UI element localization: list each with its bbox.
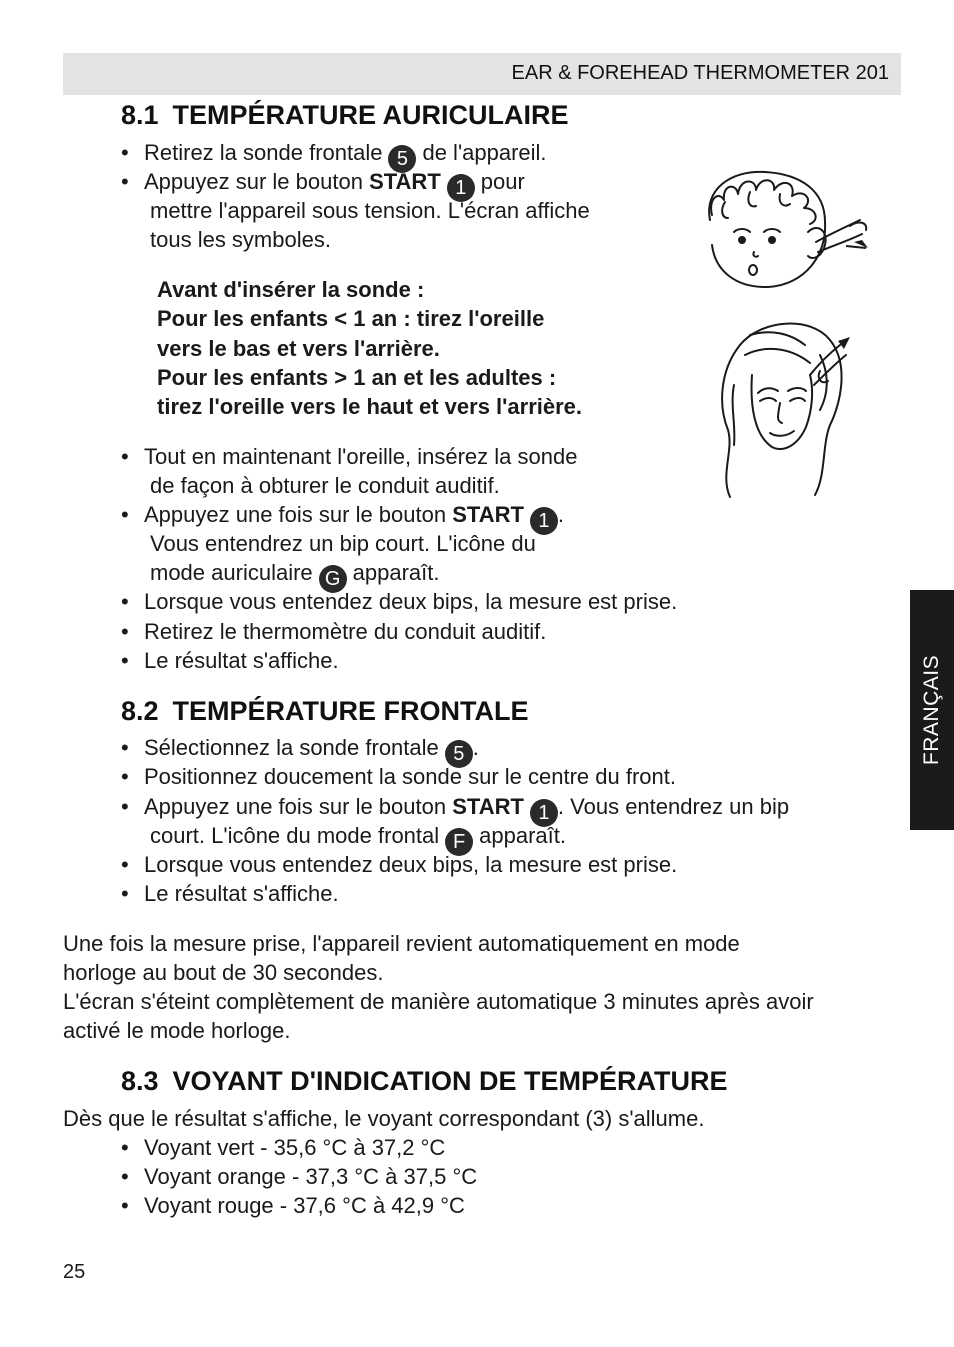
list-item (121, 792, 129, 821)
list-item (121, 1191, 129, 1220)
section-title: VOYANT D'INDICATION DE TEMPÉRATURE (172, 1066, 728, 1096)
note-line: Avant d'insérer la sonde : (157, 277, 425, 302)
bullet: • (121, 852, 129, 877)
badge-1: 1 (530, 799, 558, 827)
list-item (121, 879, 129, 908)
list-item-text: Positionnez doucement la sonde sur le centre du front. (144, 764, 676, 789)
text: Appuyez une fois sur le bouton (144, 502, 447, 527)
list-item (121, 1133, 129, 1162)
header-title: EAR & FOREHEAD THERMOMETER 201 (511, 62, 889, 84)
text: pour (480, 169, 525, 194)
list-item-text: Voyant orange - 37,3 °C à 37,5 °C (144, 1164, 478, 1189)
list-item (121, 617, 129, 646)
language-tab-label: FRANÇAIS (920, 654, 943, 766)
bullet: • (121, 619, 129, 644)
text: . (557, 502, 565, 527)
language-tab (910, 590, 954, 830)
list-item-text: Le résultat s'affiche. (144, 881, 339, 906)
start-label: START (452, 794, 524, 819)
bullet: • (121, 1164, 129, 1189)
child-ear-illustration (690, 160, 875, 295)
text: Retirez la sonde frontale (144, 140, 383, 165)
paragraph-line: horloge au bout de 30 secondes. (63, 960, 384, 985)
text: . (472, 735, 479, 760)
woman-ear-illustration (710, 315, 860, 500)
badge-1: 1 (447, 174, 475, 202)
bullet: • (121, 589, 129, 614)
list-item-text: Voyant rouge - 37,6 °C à 42,9 °C (144, 1193, 465, 1218)
list-item-text: Voyant vert - 35,6 °C à 37,2 °C (144, 1135, 446, 1160)
section-title: TEMPÉRATURE AURICULAIRE (172, 100, 569, 130)
list-item-text: Vous entendrez un bip court. L'icône du (150, 531, 536, 556)
list-item-text: Lorsque vous entendez deux bips, la mesure est prise. (144, 589, 678, 614)
list-item (121, 167, 129, 196)
badge-5: 5 (388, 145, 416, 173)
section-title: TEMPÉRATURE FRONTALE (172, 696, 529, 726)
text: apparaît. (479, 823, 566, 848)
note-line: vers le bas et vers l'arrière. (157, 336, 440, 361)
text: de l'appareil. (422, 140, 547, 165)
section-8-2-heading (121, 696, 529, 727)
page-number: 25 (63, 1261, 86, 1283)
bullet: • (121, 502, 129, 527)
list-item-text: Lorsque vous entendez deux bips, la mesure est prise. (144, 852, 678, 877)
bullet: • (121, 1193, 129, 1218)
list-item-text: mettre l'appareil sous tension. L'écran affiche (150, 198, 590, 223)
text: mode auriculaire (150, 560, 313, 585)
note-line: Pour les enfants < 1 an : tirez l'oreille (157, 306, 545, 331)
list-item-text: tous les symboles. (150, 227, 331, 252)
list-item (121, 1162, 129, 1191)
list-item (121, 500, 129, 529)
bullet: • (121, 169, 129, 194)
bullet: • (121, 794, 129, 819)
section-number: 8.3 (121, 1066, 159, 1096)
paragraph-line: L'écran s'éteint complètement de manière automatique 3 minutes après avoir (63, 989, 814, 1014)
bullet: • (121, 764, 129, 789)
list-item (121, 850, 129, 879)
bullet: • (121, 881, 129, 906)
bullet: • (121, 735, 129, 760)
badge-1: 1 (530, 507, 558, 535)
text: apparaît. (352, 560, 440, 585)
intro-text: Dès que le résultat s'affiche, le voyant correspondant (3) s'allume. (63, 1106, 705, 1131)
badge-f: F (445, 828, 473, 856)
page-header (63, 53, 901, 95)
paragraph-line: activé le mode horloge. (63, 1018, 291, 1043)
text: . Vous entendrez un bip (557, 794, 790, 819)
bullet: • (121, 140, 129, 165)
list-item (121, 762, 129, 791)
section-8-3-heading (121, 1066, 728, 1097)
list-item (121, 733, 129, 762)
section-number: 8.1 (121, 100, 159, 130)
text: court. L'icône du mode frontal (150, 823, 440, 848)
bullet: • (121, 1135, 129, 1160)
badge-5: 5 (445, 740, 473, 768)
text: Sélectionnez la sonde frontale (144, 735, 439, 760)
list-item (121, 587, 129, 616)
note-line: tirez l'oreille vers le haut et vers l'arrière. (157, 394, 583, 419)
start-label: START (369, 169, 441, 194)
list-item-text: Retirez le thermomètre du conduit auditif. (144, 619, 547, 644)
list-item-text: Le résultat s'affiche. (144, 648, 339, 673)
list-item-text: Tout en maintenant l'oreille, insérez la sonde (144, 444, 578, 469)
text: Appuyez sur le bouton (144, 169, 363, 194)
badge-g: G (319, 565, 347, 593)
start-label: START (452, 502, 524, 527)
section-8-1-heading (121, 100, 569, 131)
list-item-text: de façon à obturer le conduit auditif. (150, 473, 500, 498)
paragraph-line: Une fois la mesure prise, l'appareil revient automatiquement en mode (63, 931, 740, 956)
list-item (121, 138, 129, 167)
section-number: 8.2 (121, 696, 159, 726)
list-item (121, 442, 129, 471)
text: Appuyez une fois sur le bouton (144, 794, 447, 819)
list-item (121, 646, 129, 675)
bullet: • (121, 648, 129, 673)
bullet: • (121, 444, 129, 469)
note-line: Pour les enfants > 1 an et les adultes : (157, 365, 557, 390)
